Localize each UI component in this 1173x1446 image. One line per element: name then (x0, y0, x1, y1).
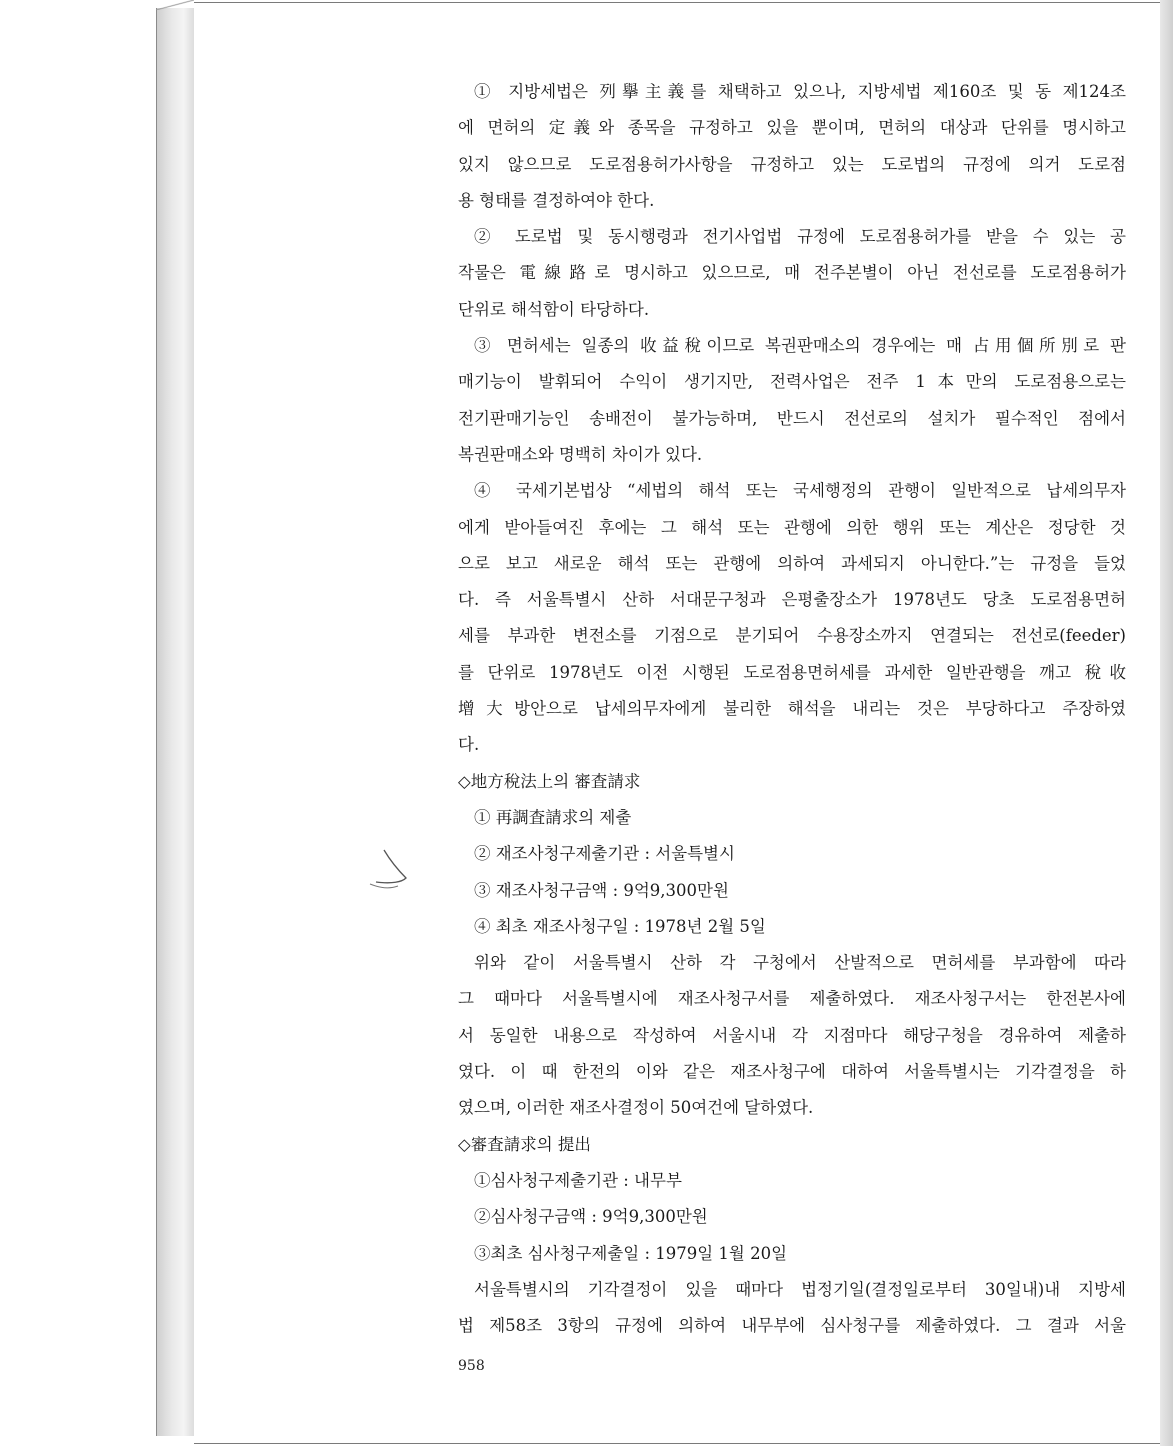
text-line: 에 면허의 定義와 종목을 규정하고 있을 뿐이며, 면허의 대상과 단위를 명시하고 (458, 118, 1126, 138)
text-line: ◇審査請求의 提出 (458, 1134, 591, 1154)
text-line: ④ 최초 재조사청구일 : 1978년 2월 5일 (474, 916, 766, 936)
text-line: 복권판매소와 명백히 차이가 있다. (458, 444, 703, 464)
text-line: ②심사청구금액 : 9억9,300만원 (474, 1207, 708, 1227)
text-line: ② 재조사청구제출기관 : 서울특별시 (474, 844, 735, 864)
text-line: ③ 면허세는 일종의 收益稅이므로 복권판매소의 경우에는 매 占用個所別로 판 (474, 336, 1126, 356)
pen-mark-icon (368, 848, 414, 896)
text-line: ③최초 심사청구제출일 : 1979일 1월 20일 (474, 1243, 788, 1263)
text-line: 있지 않으므로 도로점용허가사항을 규정하고 있는 도로법의 규정에 의거 도로점 (458, 154, 1126, 174)
page-number: 958 (458, 1358, 485, 1374)
page-edge-shadow (1160, 0, 1173, 1446)
text-line: 를 단위로 1978년도 이전 시행된 도로점용면허세를 과세한 일반관행을 깨고 稅收 (458, 662, 1126, 682)
text-line: ◇地方稅法上의 審査請求 (458, 771, 641, 791)
text-line: ① 再調査請求의 제출 (474, 807, 632, 827)
text-line: 그 때마다 서울특별시에 재조사청구서를 제출하였다. 재조사청구서는 한전본사에 (458, 989, 1126, 1009)
text-line: ① 지방세법은 列擧主義를 채택하고 있으나, 지방세법 제160조 및 동 제124조 (474, 82, 1126, 101)
text-line: 단위로 해석함이 타당하다. (458, 299, 650, 319)
text-line: 增大방안으로 납세의무자에게 불리한 해석을 내리는 것은 부당하다고 주장하였 (458, 699, 1126, 719)
text-line: 서울특별시의 기각결정이 있을 때마다 법정기일(결정일로부터 30일내)내 지방세 (474, 1279, 1126, 1299)
text-line: 전기판매기능인 송배전이 불가능하며, 반드시 전선로의 설치가 필수적인 점에서 (458, 408, 1126, 428)
text-line: 법 제58조 3항의 규정에 의하여 내무부에 심사청구를 제출하였다. 그 결과 서울 (458, 1316, 1126, 1336)
text-line: ①심사청구제출기관 : 내무부 (474, 1170, 682, 1190)
text-line: 였으며, 이러한 재조사결정이 50여건에 달하였다. (458, 1098, 814, 1118)
text-line: 다. 즉 서울특별시 산하 서대문구청과 은평출장소가 1978년도 당초 도로점용면허 (458, 590, 1126, 610)
text-line: 서 동일한 내용으로 작성하여 서울시내 각 지점마다 해당구청을 경유하여 제출하 (458, 1025, 1126, 1045)
text-line: 으로 보고 새로운 해석 또는 관행에 의하여 과세되지 아니한다.”는 규정을 들었 (458, 553, 1126, 573)
text-line: 매기능이 발휘되어 수익이 생기지만, 전력사업은 전주 1本만의 도로점용으로는 (458, 372, 1126, 392)
book-spine (156, 8, 196, 1436)
body-text (458, 74, 1126, 1344)
text-line: 작물은 電線路로 명시하고 있으므로, 매 전주본별이 아닌 전선로를 도로점용허가 (458, 263, 1126, 283)
text-line: 에게 받아들여진 후에는 그 해석 또는 관행에 의한 행위 또는 계산은 정당한 것 (458, 517, 1126, 537)
text-line: 다. (458, 735, 480, 755)
text-line: ③ 재조사청구금액 : 9억9,300만원 (474, 880, 729, 900)
text-line: 세를 부과한 변전소를 기점으로 분기되어 수용장소까지 연결되는 전선로(feeder) (458, 626, 1126, 646)
text-line: 였다. 이 때 한전의 이와 같은 재조사청구에 대하여 서울특별시는 기각결정을 하 (458, 1062, 1126, 1082)
text-line: ④ 국세기본법상 “세법의 해석 또는 국세행정의 관행이 일반적으로 납세의무자 (474, 481, 1126, 501)
text-line: 용 형태를 결정하여야 한다. (458, 190, 655, 210)
text-line: ② 도로법 및 동시행령과 전기사업법 규정에 도로점용허가를 받을 수 있는 공 (474, 227, 1126, 247)
text-line: 위와 같이 서울특별시 산하 각 구청에서 산발적으로 면허세를 부과함에 따라 (474, 953, 1126, 973)
